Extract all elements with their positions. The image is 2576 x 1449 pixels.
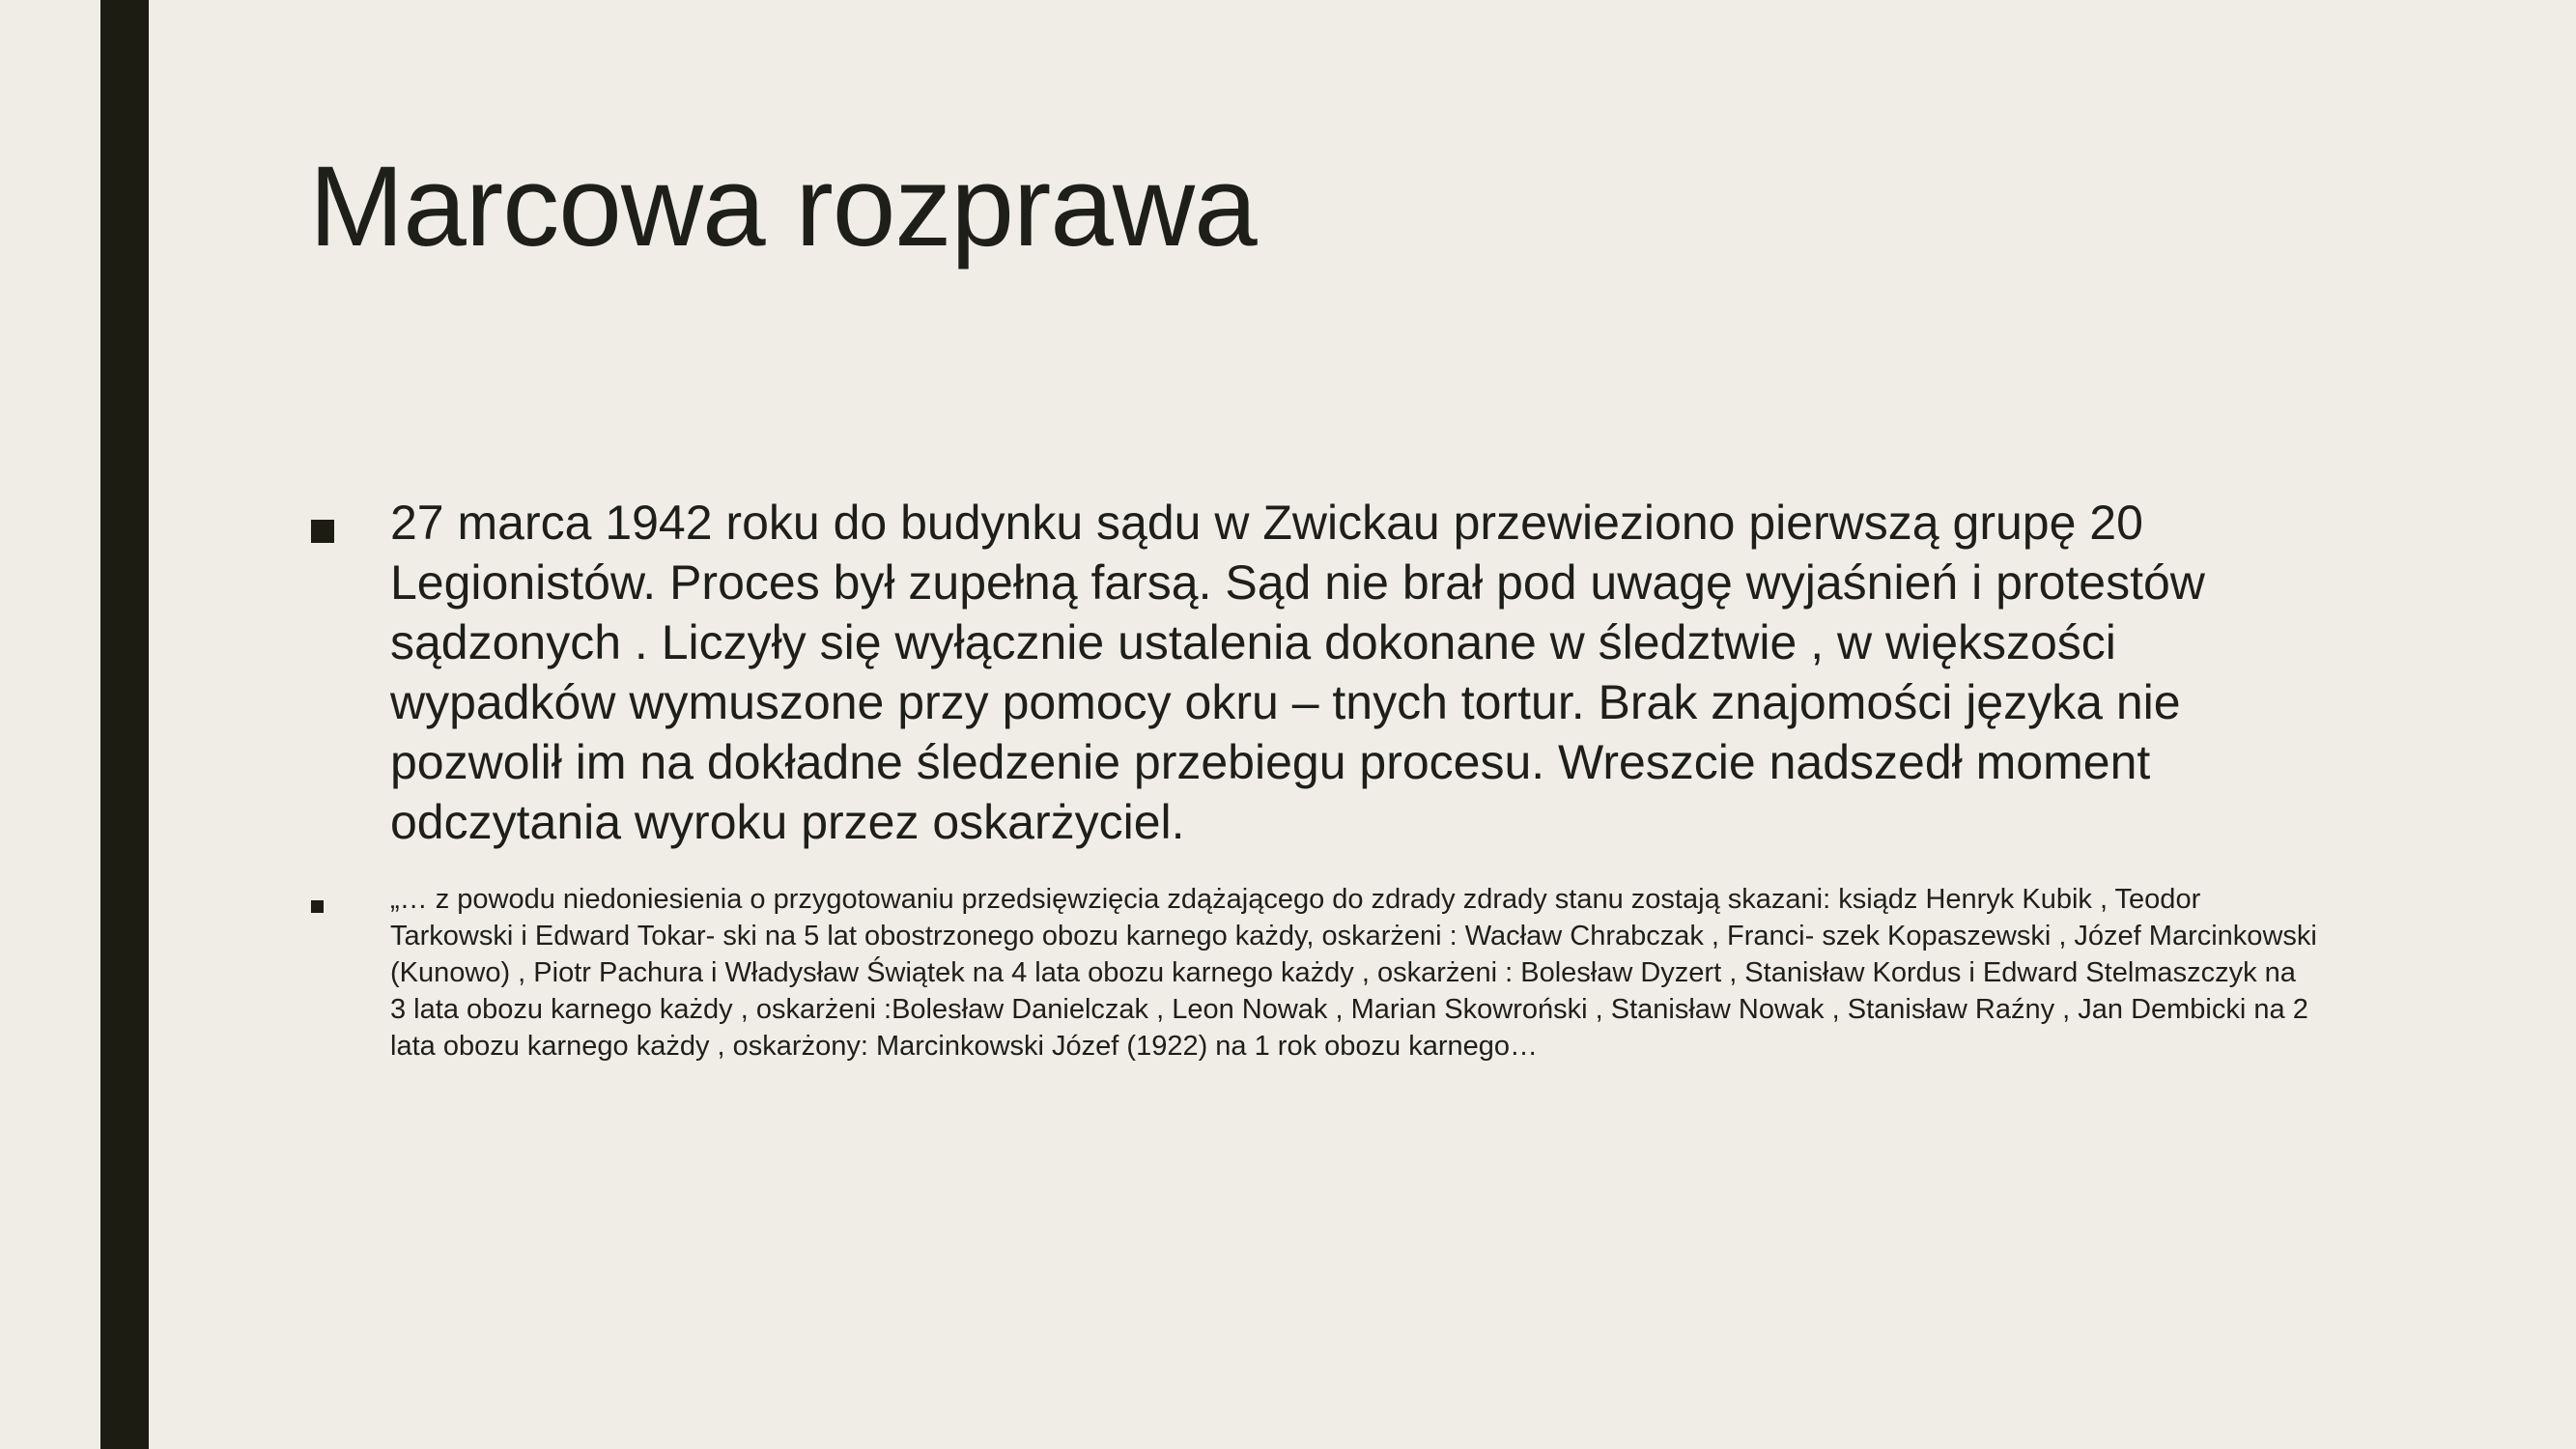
left-accent-bar xyxy=(100,0,149,1449)
square-bullet-icon xyxy=(311,520,334,543)
bullet-text-1: 27 marca 1942 roku do budynku sądu w Zwickau przewieziono pierwszą grupę 20 Legionistów. Proces był zupełną farsą. Sąd nie brał pod uwagę wyjaśnień i protestów sądzonych . Liczyły się wyłącznie ustalenia dokonane w śledztwie , w większości wypadków wymuszone przy pomocy okru – tnych tortur. Brak znajomości języka nie pozwolił im na dokładne śledzenie przebiegu procesu. Wreszcie nadszedł moment odczytania wyroku przez oskarżyciel. xyxy=(390,496,2205,849)
slide-content xyxy=(309,493,2318,1065)
bullet-item-2 xyxy=(309,881,2318,1065)
bullet-item-1 xyxy=(309,493,2318,852)
bullet-text-2: „… z powodu niedoniesienia o przygotowaniu przedsięwzięcia zdążającego do zdrady zdrady stanu zostają skazani: ksiądz Henryk Kubik , Teodor Tarkowski i Edward Tokar- ski na 5 lat obostrzonego obozu karnego każdy, oskarżeni : Wacław Chrabczak , Franci- szek Kopaszewski , Józef Marcinkowski (Kunowo) , Piotr Pachura i Władysław Świątek na 4 lata obozu karnego każdy , oskarżeni : Bolesław Dyzert , Stanisław Kordus i Edward Stelmaszczyk na 3 lata obozu karnego każdy , oskarżeni :Bolesław Danielczak , Leon Nowak , Marian Skowroński , Stanisław Nowak , Stanisław Raźny , Jan Dembicki na 2 lata obozu karnego każdy , oskarżony: Marcinkowski Józef (1922) na 1 rok obozu karnego… xyxy=(390,884,2317,1062)
slide-title: Marcowa rozprawa xyxy=(309,143,1257,270)
square-bullet-icon xyxy=(311,900,324,913)
